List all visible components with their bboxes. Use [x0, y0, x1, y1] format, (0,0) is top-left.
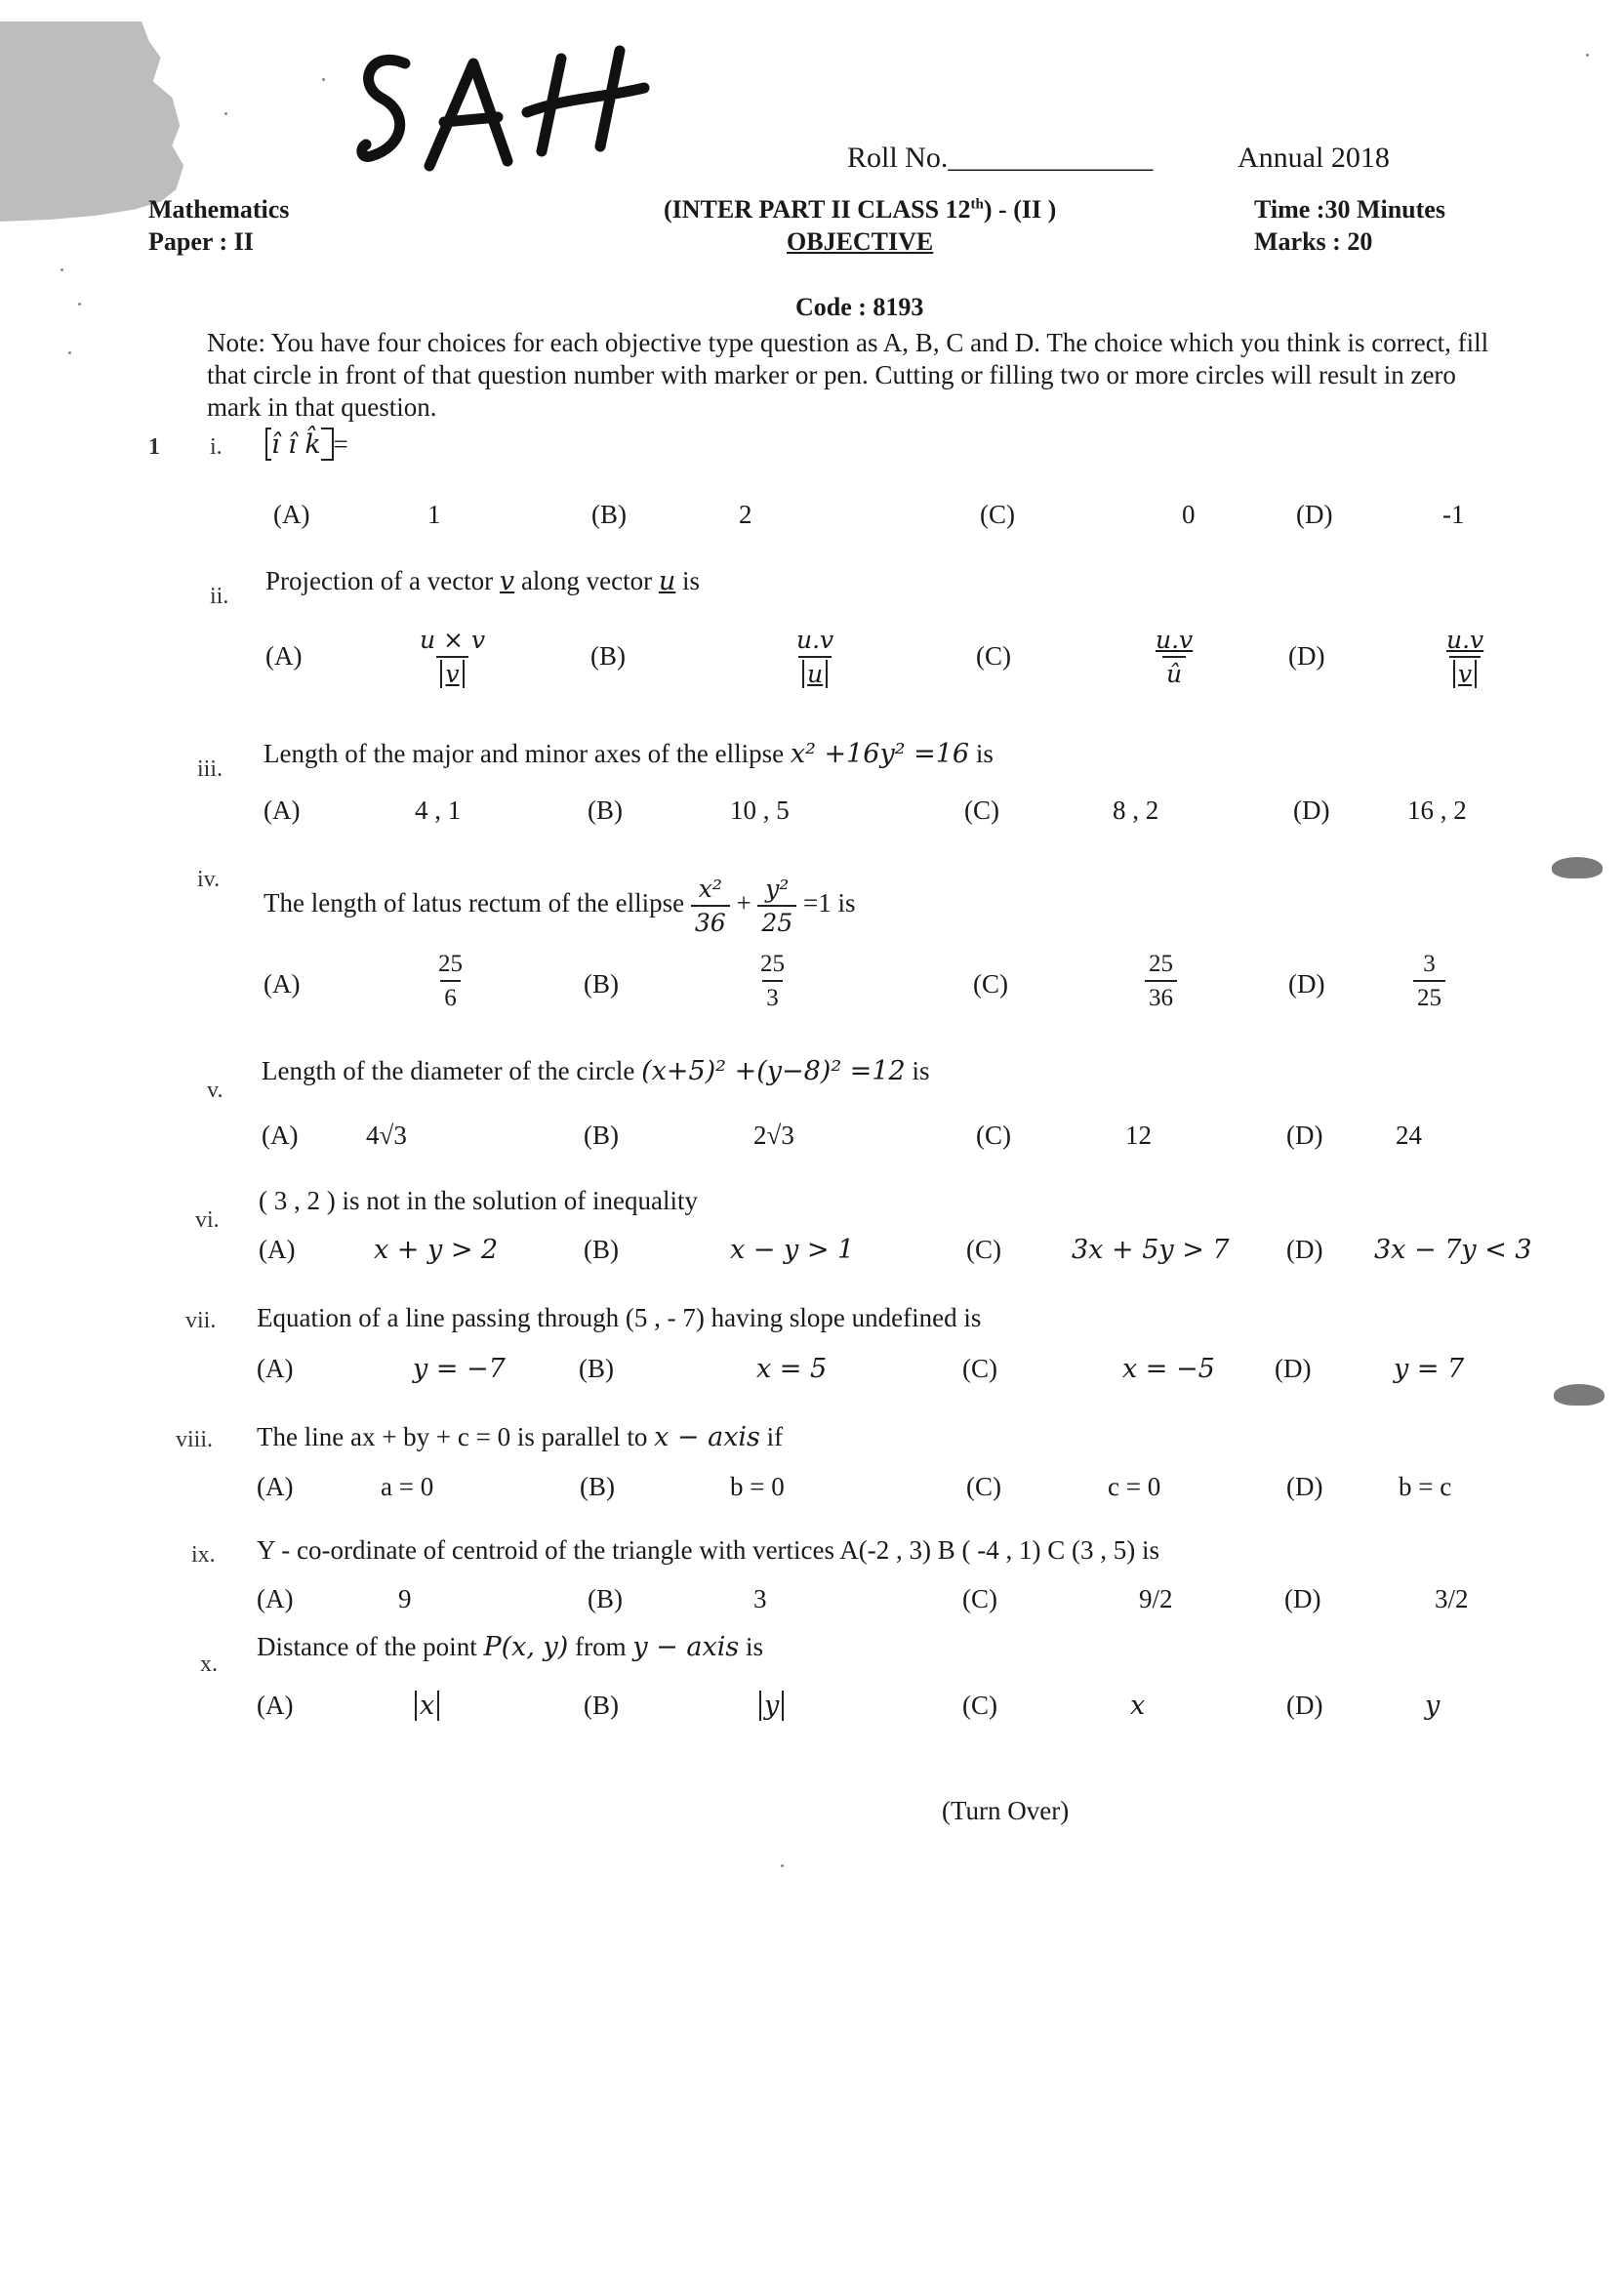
option-value: 9/2: [1139, 1584, 1173, 1613]
question-text: The length of latus rectum of the ellipse $\frac{\text{x²}}{36}$ + $\frac{\text{y²}}{25}$ =1 is: [264, 875, 856, 937]
option-label: (C): [976, 641, 1011, 671]
option-value: c = 0: [1108, 1472, 1161, 1501]
option-value: $\frac{25}{36}$: [1145, 952, 1177, 1010]
option-label: (B): [580, 1472, 615, 1501]
option-value: 9: [398, 1584, 412, 1613]
option-value: 4√3: [366, 1121, 407, 1150]
option-label: (A): [262, 1121, 299, 1150]
option-label: (A): [257, 1354, 294, 1383]
option-label: (C): [966, 1472, 1001, 1501]
option-value: -1: [1442, 500, 1465, 529]
option-value: 3: [753, 1584, 767, 1613]
option-value: 12: [1125, 1121, 1152, 1150]
option-label: (C): [976, 1121, 1011, 1150]
option-value: 3x − 7y < 3: [1374, 1235, 1532, 1265]
option-value: y: [1425, 1691, 1441, 1721]
scan-speck: [78, 303, 81, 306]
option-label: (D): [1284, 1584, 1321, 1613]
time-allowed: Time :30 Minutes: [1254, 195, 1445, 224]
scan-smudge: [1552, 857, 1603, 878]
option-label: (A): [265, 641, 303, 671]
option-value: y = −7: [413, 1354, 506, 1384]
option-value: y = 7: [1394, 1354, 1465, 1384]
option-value: x: [1130, 1691, 1146, 1721]
option-value: $\frac{u.v}{û}$: [1156, 626, 1194, 688]
option-label: (A): [257, 1472, 294, 1501]
question-text: Projection of a vector v along vector u is: [265, 566, 701, 596]
option-value: $\frac{3}{25}$: [1413, 952, 1445, 1010]
question-number: x.: [200, 1652, 218, 1677]
option-label: (C): [962, 1354, 997, 1383]
question-text: The line ax + by + c = 0 is parallel to x − axis if: [257, 1422, 784, 1452]
option-label: (D): [1286, 1691, 1323, 1720]
option-label: (D): [1286, 1235, 1323, 1264]
option-value: 4 , 1: [415, 795, 462, 825]
option-label: (B): [591, 500, 627, 529]
option-label: (B): [579, 1354, 614, 1383]
question-text: Y - co-ordinate of centroid of the triangle with vertices A(-2 , 3) B ( -4 , 1) C (3 , 5) is: [257, 1535, 1159, 1565]
option-value: 16 , 2: [1407, 795, 1467, 825]
option-value: x + y > 2: [374, 1235, 499, 1265]
option-value: 3/2: [1435, 1584, 1469, 1613]
exam-year: Annual 2018: [1238, 142, 1390, 174]
question-text: Length of the diameter of the circle (x+5)² +(y−8)² =12 is: [262, 1056, 930, 1086]
option-value: $\frac{25}{3}$: [760, 951, 785, 1011]
option-label: (A): [257, 1584, 294, 1613]
scan-speck: [322, 78, 325, 81]
class-line: (INTER PART II CLASS 12th) - (II ): [664, 195, 1057, 224]
option-value: $\frac{u \times v}{v}$: [420, 626, 486, 688]
option-label: (C): [962, 1584, 997, 1613]
question-number: iii.: [197, 756, 223, 782]
paper-code: Code : 8193: [795, 293, 924, 321]
handwritten-signature: [351, 39, 664, 185]
paper-type: OBJECTIVE: [787, 227, 934, 256]
option-value: $\frac{u.v}{v}$: [1446, 626, 1484, 688]
scan-speck: [68, 351, 71, 354]
option-label: (D): [1288, 641, 1325, 671]
option-value: b = 0: [730, 1472, 785, 1501]
option-label: (C): [973, 969, 1008, 999]
option-value: 3x + 5y > 7: [1072, 1235, 1230, 1265]
option-label: (A): [264, 969, 301, 999]
scan-speck: [1586, 54, 1589, 57]
option-value: 1: [427, 500, 441, 529]
option-label: (D): [1293, 795, 1330, 825]
option-label: (B): [590, 641, 626, 671]
question-number: viii.: [176, 1427, 214, 1452]
option-value: x − y > 1: [730, 1235, 855, 1265]
roll-no-field: Roll No.______________: [847, 142, 1154, 174]
option-value: $\frac{u.v}{u}$: [796, 626, 834, 688]
option-value: x: [415, 1691, 439, 1721]
instructions-note: Note: You have four choices for each objective type question as A, B, C and D. The choice which you think is correct, fill that circle in front of that question number with marker or pen. Cutting or filling two or more circles will result in zero mark in that question.: [207, 328, 1489, 422]
option-label: (D): [1286, 1472, 1323, 1501]
option-label: (B): [584, 969, 619, 999]
option-label: (B): [584, 1235, 619, 1264]
option-label: (C): [964, 795, 999, 825]
question-number: ix.: [191, 1542, 216, 1568]
subject: Mathematics: [148, 195, 290, 224]
option-value: 0: [1182, 500, 1196, 529]
option-value: b = c: [1399, 1472, 1452, 1501]
option-label: (B): [588, 795, 623, 825]
option-label: (C): [980, 500, 1015, 529]
option-value: x = 5: [756, 1354, 828, 1384]
option-value: a = 0: [381, 1472, 434, 1501]
question-number: ii.: [210, 584, 229, 609]
option-value: 8 , 2: [1113, 795, 1159, 825]
scan-smudge: [1554, 1384, 1604, 1406]
scan-speck: [781, 1864, 784, 1867]
question-number: vi.: [195, 1207, 220, 1233]
question-group-number: 1: [148, 434, 160, 460]
total-marks: Marks : 20: [1254, 227, 1373, 256]
option-value: y: [759, 1691, 784, 1721]
option-label: (A): [264, 795, 301, 825]
option-label: (B): [584, 1121, 619, 1150]
option-value: 24: [1396, 1121, 1422, 1150]
option-value: 2: [739, 500, 752, 529]
option-value: 2√3: [753, 1121, 794, 1150]
option-label: (D): [1286, 1121, 1323, 1150]
option-value: $\frac{25}{6}$: [438, 951, 463, 1011]
question-text: ( 3 , 2 ) is not in the solution of inequality: [259, 1186, 698, 1215]
option-label: (A): [259, 1235, 296, 1264]
option-label: (D): [1296, 500, 1333, 529]
option-label: (D): [1275, 1354, 1312, 1383]
option-label: (C): [966, 1235, 1001, 1264]
option-label: (D): [1288, 969, 1325, 999]
option-label: (C): [962, 1691, 997, 1720]
scan-speck: [224, 112, 227, 115]
paper-number: Paper : II: [148, 227, 254, 256]
option-value: x = −5: [1122, 1354, 1215, 1384]
option-label: (B): [588, 1584, 623, 1613]
question-text: Equation of a line passing through (5 , - 7) having slope undefined is: [257, 1303, 982, 1332]
question-number: i.: [210, 434, 223, 460]
option-value: 10 , 5: [730, 795, 790, 825]
scan-speck: [61, 268, 63, 271]
question-text: Distance of the point P(x, y) from y − axis is: [257, 1632, 763, 1662]
question-text: î î k̂ =: [265, 429, 348, 460]
option-label: (A): [273, 500, 310, 529]
torn-corner: [0, 21, 191, 222]
option-label: (B): [584, 1691, 619, 1720]
question-number: vii.: [185, 1308, 217, 1333]
question-number: iv.: [197, 867, 221, 892]
turn-over-note: (Turn Over): [942, 1796, 1070, 1825]
question-number: v.: [207, 1078, 223, 1103]
option-label: (A): [257, 1691, 294, 1720]
question-text: Length of the major and minor axes of the ellipse x² +16y² =16 is: [264, 739, 994, 769]
